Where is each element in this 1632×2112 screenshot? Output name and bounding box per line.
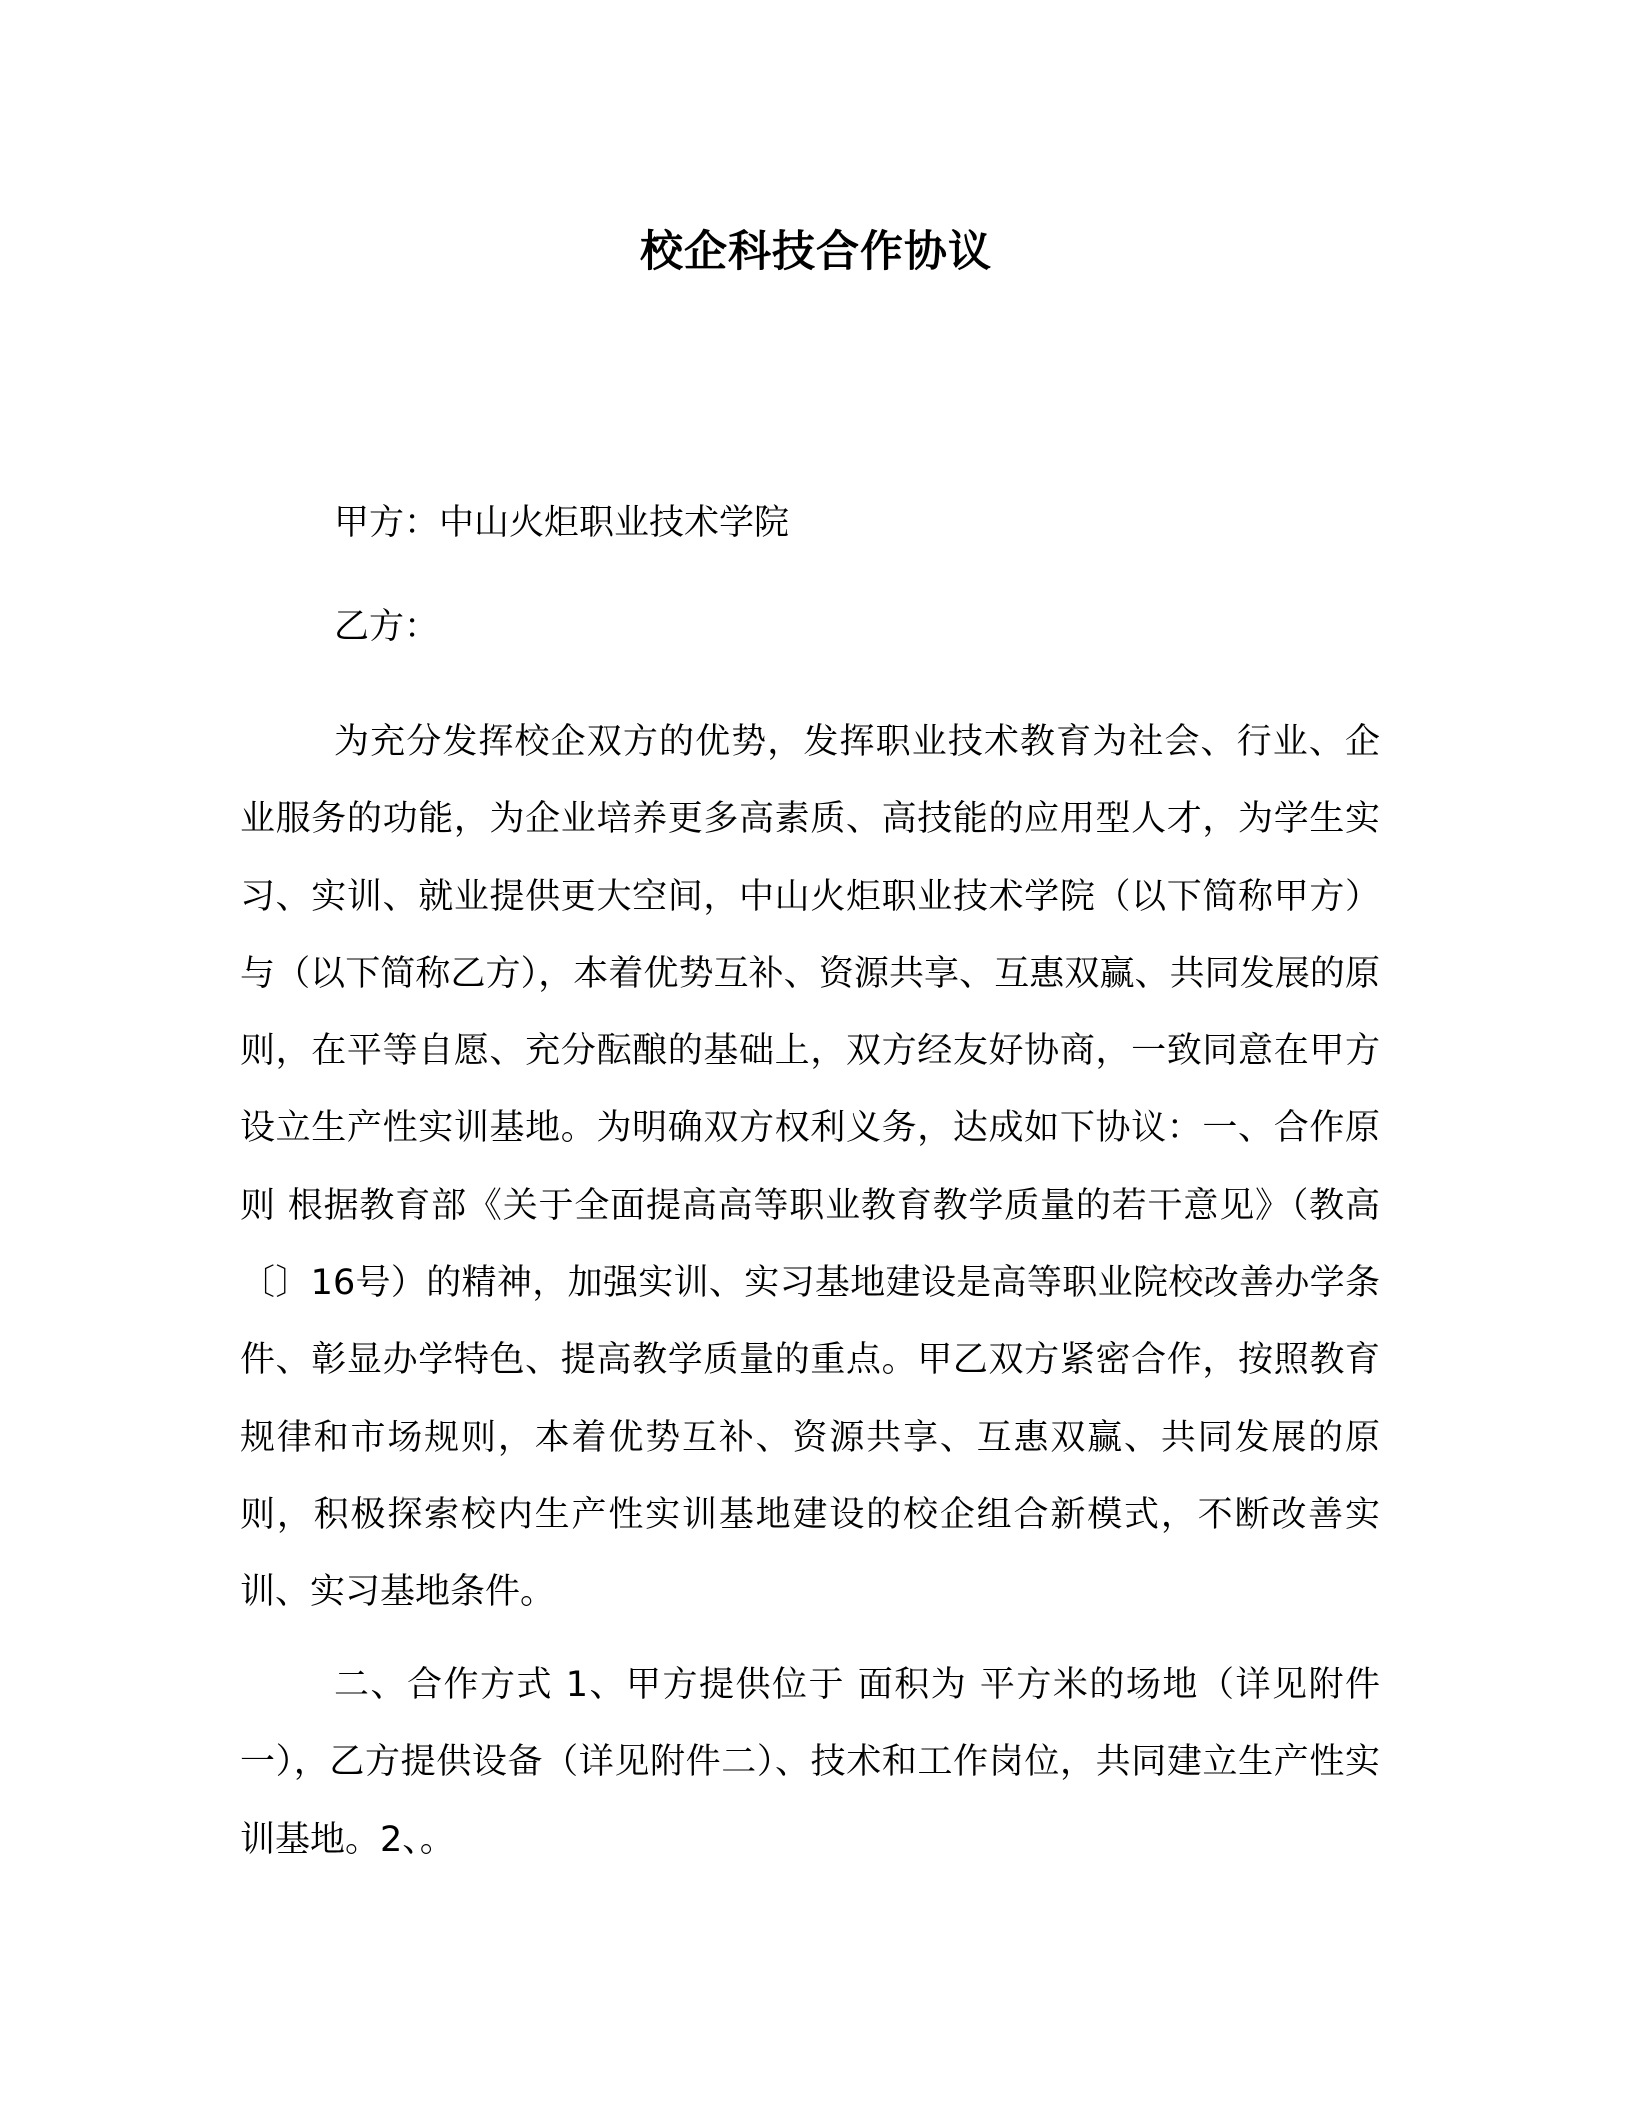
body-paragraph-intro: 为充分发挥校企双方的优势，发挥职业技术教育为社会、行业、企业服务的功能，为企业培养更多高素质、高技能的应用型人才，为学生实习、实训、就业提供更大空间，中山火炬职业技术学院（以下简称甲方）与（以下简称乙方），本着优势互补、资源共享、互惠双赢、共同发展的原则，在平等自愿、充分酝酿的基础上，双方经友好协商，一致同意在甲方设立生产性实训基地。为明确双方权利义务，达成如下协议：一、合作原则 根据教育部《关于全面提高高等职业教育教学质量的若干意见》（教高〔〕16号）的精神，加强实训、实习基地建设是高等职业院校改善办学条件、彰显办学特色、提高教学质量的重点。甲乙双方紧密合作，按照教育规律和市场规则，本着优势互补、资源共享、互惠双赢、共同发展的原则，积极探索校内生产性实训基地建设的校企组合新模式，不断改善实训、实习基地条件。 (240, 722, 1380, 1613)
party-a-line: 甲方：中山火炬职业技术学院 (334, 503, 790, 543)
document-title: 校企科技合作协议 (640, 227, 992, 277)
body-paragraph-cooperation-method: 二、合作方式 1、甲方提供位于 面积为 平方米的场地（详见附件一），乙方提供设备（详见附件二）、技术和工作岗位，共同建立生产性实训基地。2、。 (240, 1665, 1380, 1860)
party-b-line: 乙方： (334, 607, 440, 647)
